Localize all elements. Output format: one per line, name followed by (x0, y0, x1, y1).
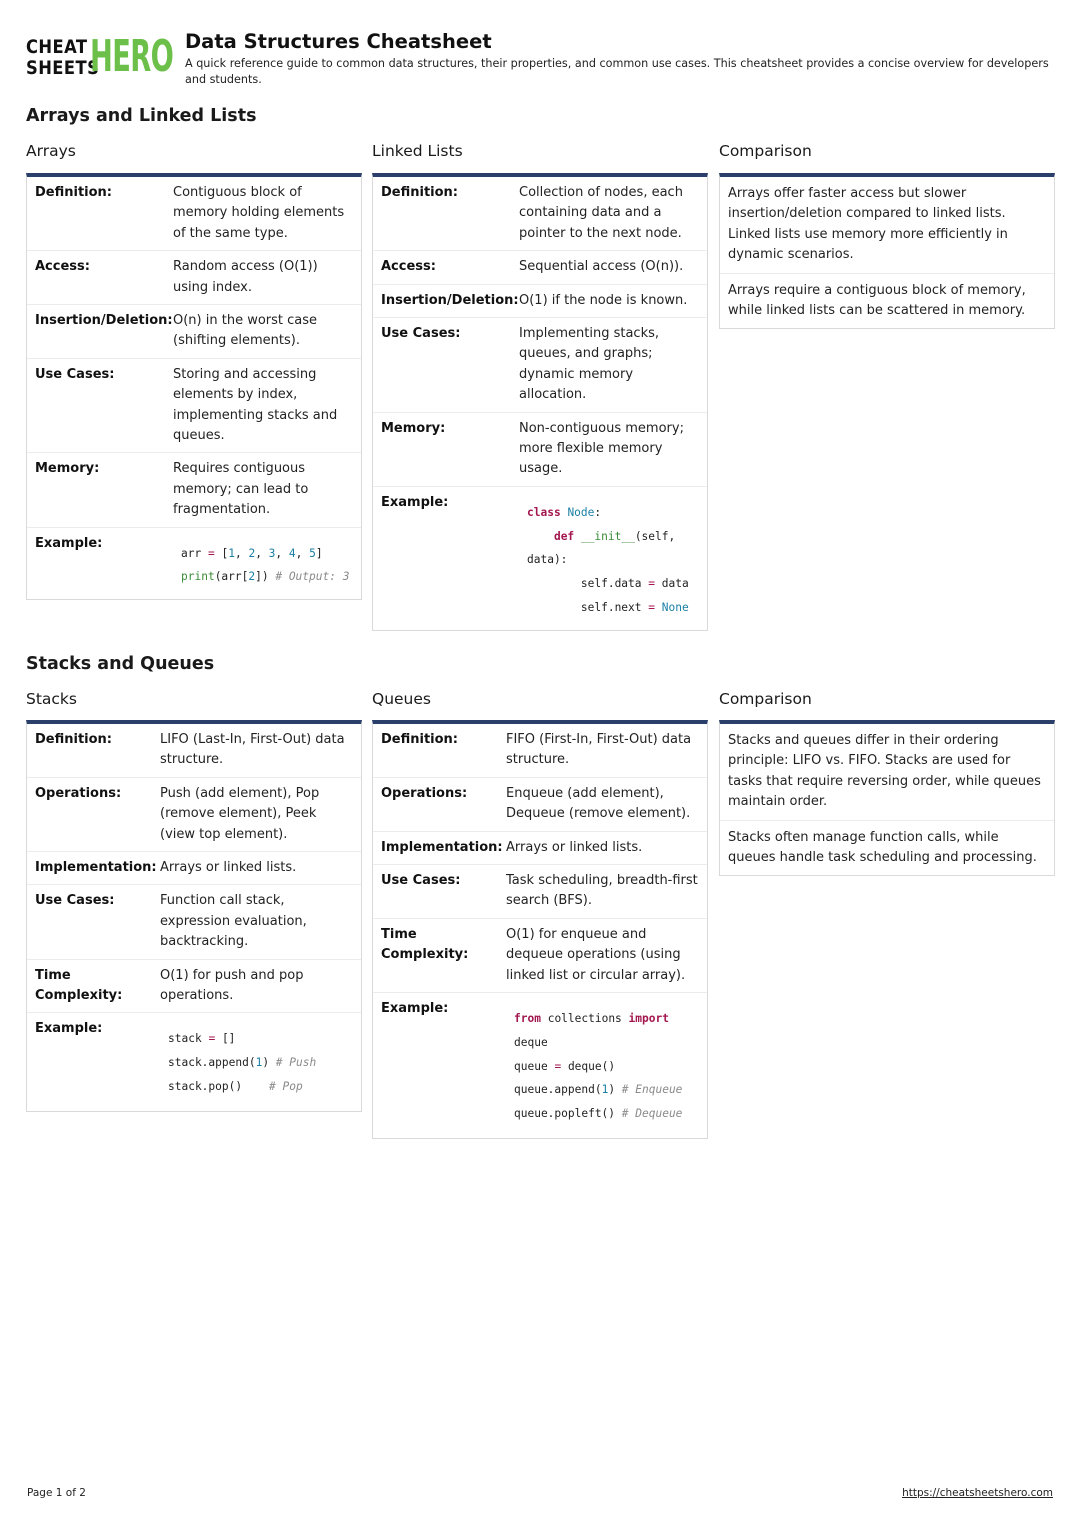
row-key: Definition: (381, 185, 459, 200)
table-row (27, 1013, 361, 1110)
linked-lists-code-example: class Node: def __init__(self, data): self.data = data self.next = None (527, 505, 689, 615)
row-key: Implementation: (381, 839, 503, 855)
table-row (27, 960, 361, 1014)
row-key: Access: (381, 259, 436, 275)
row-key: Operations: (381, 785, 468, 801)
table-row (27, 453, 361, 527)
column-title-arrays: Arrays (26, 142, 76, 160)
column-title-linked-lists: Linked Lists (372, 142, 463, 160)
logo-hero-text: HERO (90, 31, 174, 82)
page-title: Data Structures Cheatsheet (185, 30, 492, 53)
row-key: Time Complexity: (35, 967, 123, 1004)
row-value: Arrays or linked lists. (506, 839, 643, 855)
footer-link[interactable]: https://cheatsheetshero.com (902, 1487, 1053, 1499)
row-value (160, 1019, 316, 1098)
arrays-card (26, 173, 362, 600)
page-header (26, 30, 1056, 90)
section-title-arrays-linked-lists: Arrays and Linked Lists (26, 106, 257, 126)
cheatsheets-hero-logo[interactable] (26, 31, 174, 82)
row-key: Definition: (35, 185, 113, 200)
row-value: Function call stack, expression evaluation, backtracking. (160, 893, 307, 950)
stacks-code-example: stack = [] stack.append(1) # Push stack.pop() # Pop (168, 1032, 317, 1094)
comparison-note: Arrays require a contiguous block of memory, while linked lists can be scattered in memory. (728, 282, 1026, 319)
row-value: Arrays or linked lists. (160, 860, 297, 876)
table-row (373, 251, 707, 284)
table-row (27, 528, 361, 600)
page-number: Page 1 of 2 (27, 1487, 86, 1499)
row-key: Example: (35, 1021, 103, 1037)
row-key: Example: (35, 535, 103, 551)
row-value: Storing and accessing elements by index, implementing stacks and queues. (173, 366, 338, 444)
row-key: Example: (381, 494, 449, 510)
row-value: LIFO (Last-In, First-Out) data structure. (160, 732, 345, 768)
column-title-queues: Queues (372, 690, 431, 708)
row-value: Random access (O(1)) using index. (173, 259, 318, 295)
row-key: Insertion/Deletion: (381, 292, 519, 308)
row-key: Access: (35, 259, 90, 275)
row-value: Push (add element), Pop (remove element), Peek (view top element). (160, 785, 320, 842)
table-row (27, 177, 361, 251)
row-value: Task scheduling, breadth-first search (BFS). (506, 873, 698, 909)
queues-code-example: from collections import deque queue = deque() queue.append(1) # Enqueue queue.popleft() # Dequeue (514, 1012, 683, 1121)
row-value: O(1) if the node is known. (519, 292, 688, 308)
row-value (173, 534, 349, 590)
row-value (519, 493, 699, 620)
row-key: Use Cases: (381, 326, 461, 342)
row-key: Implementation: (35, 860, 157, 876)
section-title-stacks-queues: Stacks and Queues (26, 654, 215, 674)
row-value: Collection of nodes, each containing data and a pointer to the next node. (519, 185, 683, 241)
row-key: Definition: (35, 732, 113, 747)
row-key: Example: (381, 1001, 449, 1017)
table-row (373, 993, 707, 1138)
table-row (373, 919, 707, 993)
row-value: O(1) for push and pop operations. (160, 967, 304, 1004)
row-key: Use Cases: (381, 873, 461, 889)
row-key: Operations: (35, 785, 122, 801)
linked-lists-card (372, 173, 708, 631)
queues-card (372, 720, 708, 1139)
row-value: Requires contiguous memory; can lead to fragmentation. (173, 461, 309, 518)
table-row (373, 177, 707, 251)
stacks-card (26, 720, 362, 1112)
row-key: Use Cases: (35, 893, 115, 909)
table-row (373, 413, 707, 487)
table-row (373, 318, 707, 413)
table-row (373, 724, 707, 778)
column-title-comparison-2: Comparison (719, 690, 812, 708)
page-subtitle: A quick reference guide to common data structures, their properties, and common use cases. This cheatsheet provides a concise overview for developers and students. (185, 57, 1049, 86)
row-value: Sequential access (O(n)). (519, 259, 684, 275)
table-row (373, 487, 707, 630)
table-row (373, 285, 707, 318)
row-key: Use Cases: (35, 366, 115, 382)
row-key: Time Complexity: (381, 926, 469, 963)
logo-text: CHEAT SHEETS (26, 36, 100, 79)
table-row (373, 778, 707, 832)
table-row (27, 724, 361, 778)
row-key: Insertion/Deletion: (35, 313, 173, 329)
row-value: Implementing stacks, queues, and graphs; dynamic memory allocation. (519, 326, 660, 403)
row-key: Memory: (381, 420, 446, 436)
table-row (27, 251, 361, 305)
row-value: Contiguous block of memory holding elements of the same type. (173, 185, 345, 241)
row-value: Enqueue (add element), Dequeue (remove element). (506, 785, 691, 822)
comparison-card-stacks-queues (719, 720, 1055, 876)
table-row (27, 885, 361, 959)
column-title-comparison: Comparison (719, 142, 812, 160)
column-title-stacks: Stacks (26, 690, 77, 708)
table-row (27, 778, 361, 852)
comparison-note: Stacks often manage function calls, while queues handle task scheduling and processing. (728, 829, 1037, 866)
row-value: O(1) for enqueue and dequeue operations (using linked list or circular array). (506, 926, 686, 983)
table-row (27, 359, 361, 454)
row-value (506, 999, 682, 1126)
table-row (27, 305, 361, 359)
row-value: FIFO (First-In, First-Out) data structure. (506, 732, 692, 768)
table-row (373, 832, 707, 865)
table-row (27, 852, 361, 885)
comparison-note: Arrays offer faster access but slower insertion/deletion compared to linked lists. Linked lists use memory more efficiently in dynamic scenarios. (720, 177, 1054, 274)
row-key: Definition: (381, 732, 459, 747)
comparison-card-arrays-linked-lists (719, 173, 1055, 329)
table-row (373, 865, 707, 919)
arrays-code-example: arr = [1, 2, 3, 4, 5] print(arr[2]) # Output: 3 (181, 546, 350, 584)
row-key: Memory: (35, 461, 100, 477)
comparison-note: Stacks and queues differ in their ordering principle: LIFO vs. FIFO. Stacks are used for tasks that require reversing order, while queues maintain order. (720, 724, 1054, 821)
row-value: Non-contiguous memory; more flexible memory usage. (519, 420, 684, 477)
row-value: O(n) in the worst case (shifting elements). (173, 313, 318, 349)
